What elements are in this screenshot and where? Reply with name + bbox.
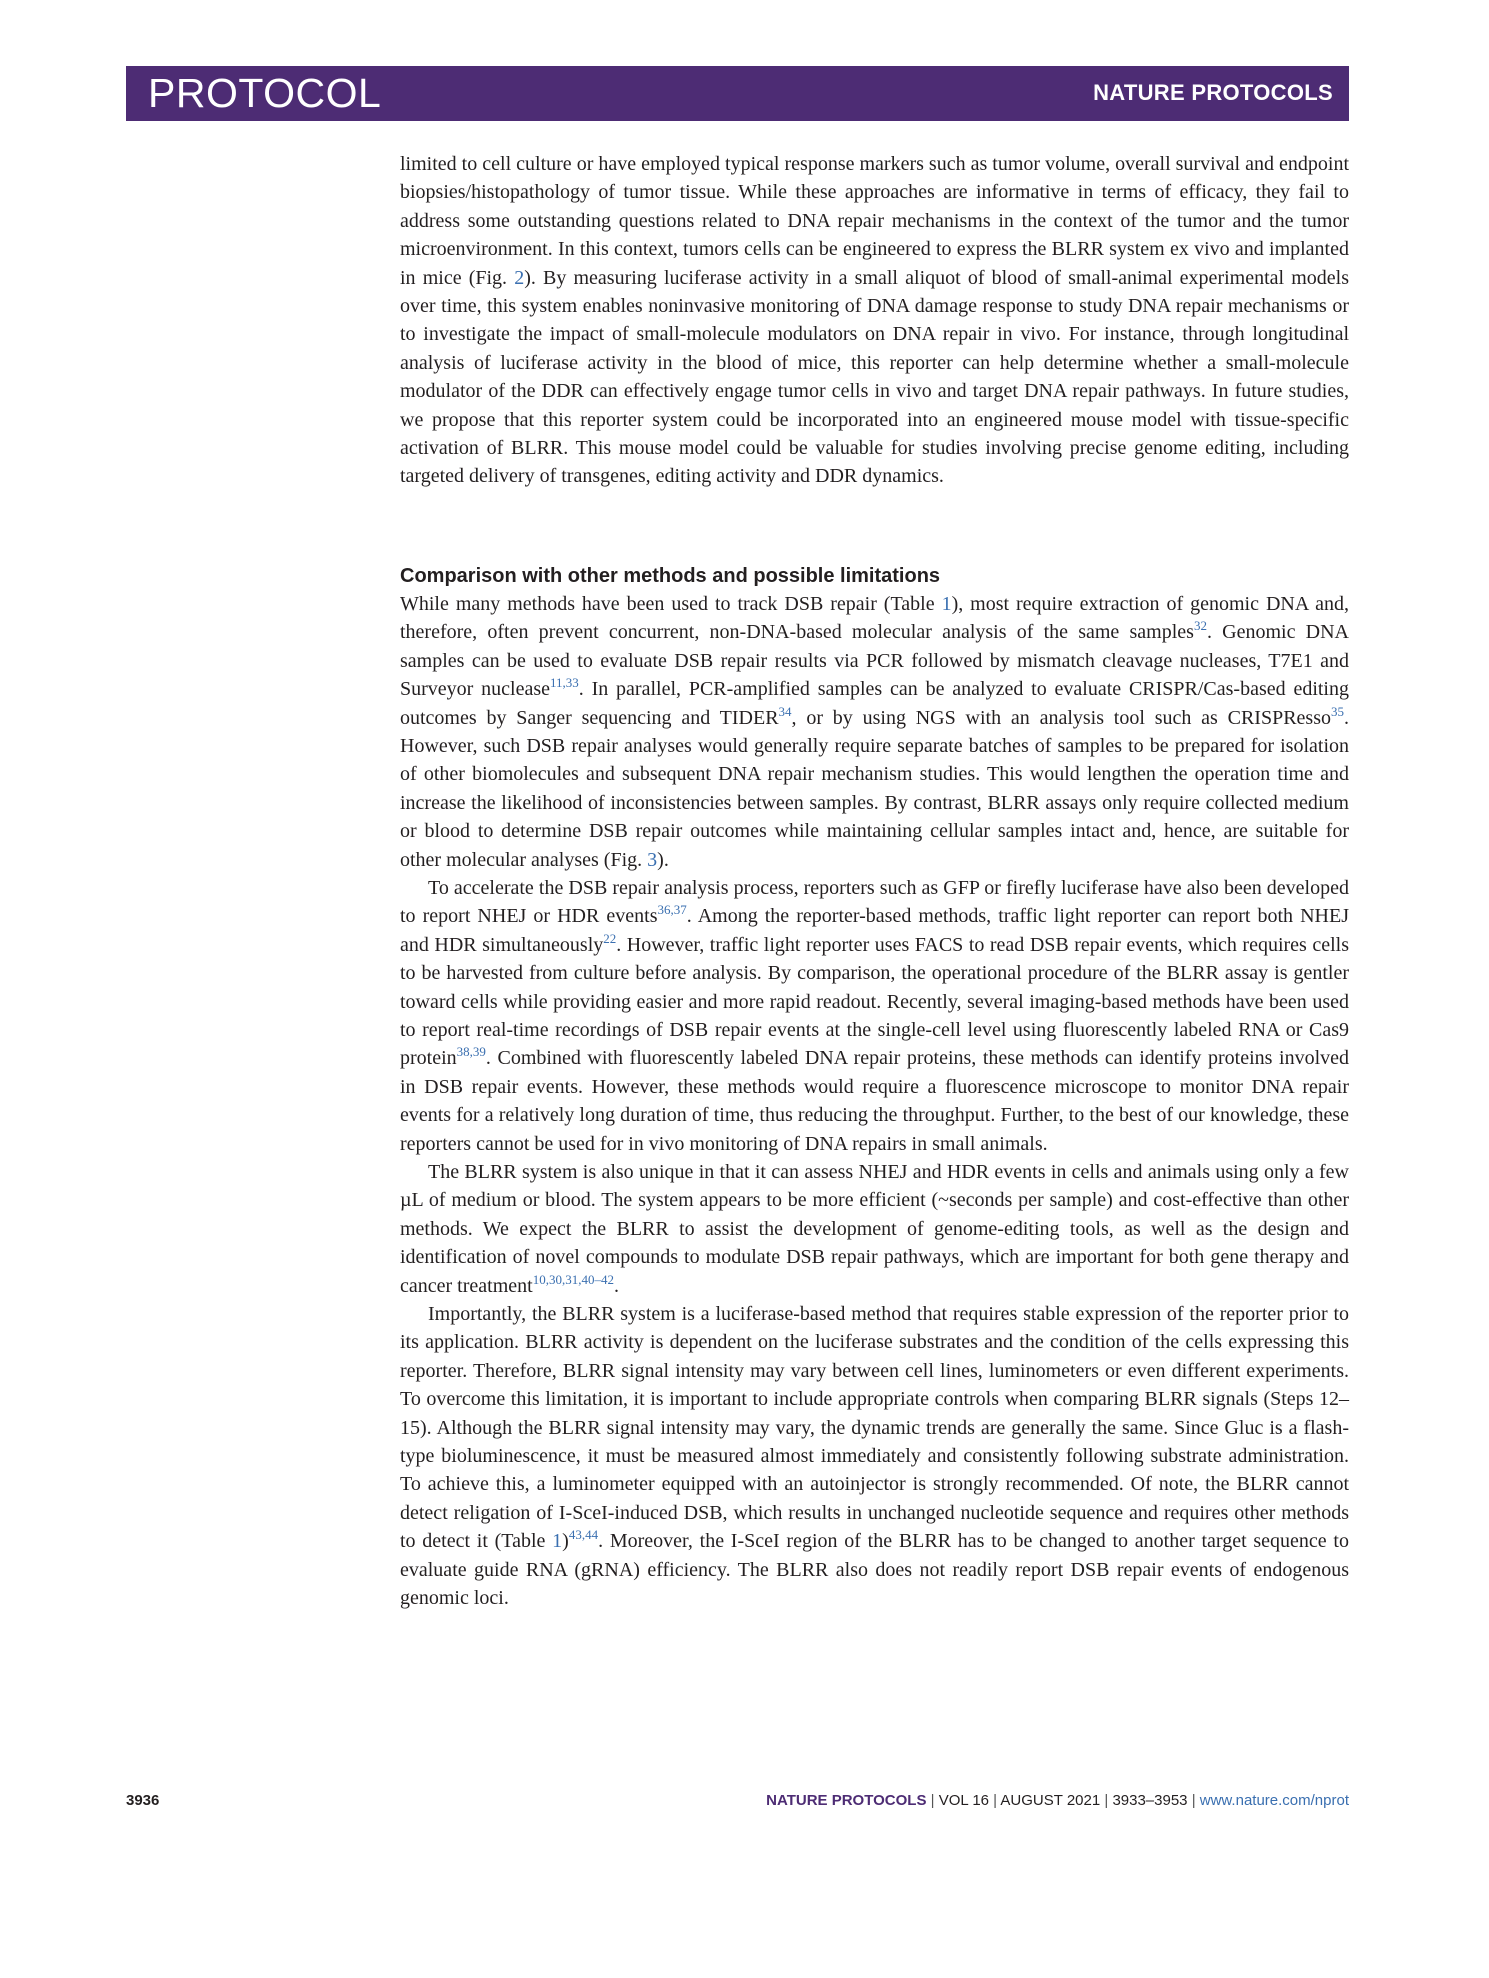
paragraph-reporters — [400, 874, 1349, 1158]
citation-link[interactable]: 38,39 — [456, 1044, 486, 1060]
journal-date: AUGUST 2021 — [1000, 1792, 1101, 1809]
header-bar — [126, 66, 1349, 121]
text-run: . — [613, 1274, 619, 1297]
paragraph-intro — [400, 150, 1349, 491]
paragraph-unique — [400, 1158, 1349, 1300]
journal-name: NATURE PROTOCOLS — [766, 1792, 927, 1809]
text-run: . Moreover, the I-SceI region of the BLRR has to be changed to another target sequence to evaluate guide RNA (gRNA) efficiency. The BLRR also does not readily report DSB repair events of endogenous genomic loci. — [400, 1530, 1349, 1610]
figure-link[interactable]: 3 — [647, 848, 658, 871]
page-number: 3936 — [126, 1792, 160, 1809]
text-run: ) — [562, 1530, 569, 1553]
text-run: ), most require extraction of genomic DNA and, therefore, often prevent concurrent, non-DNA-based molecular analysis of the same samples — [400, 592, 1349, 644]
separator: | — [1187, 1792, 1200, 1809]
citation-link[interactable]: 35 — [1331, 703, 1344, 719]
separator: | — [1100, 1792, 1113, 1809]
section-label: PROTOCOL — [148, 70, 382, 116]
text-run: limited to cell culture or have employed typical response markers such as tumor volume, overall survival and endpoint biopsies/histopathology of tumor tissue. While these approaches are informative in terms of efficacy, they fail to address some outstanding questions related to DNA repair mechanisms in the context of the tumor and the tumor microenvironment. In this context, tumors cells can be engineered to express the BLRR system ex vivo and implanted in mice (Fig. — [400, 153, 1349, 289]
article-body — [400, 150, 1349, 1613]
text-run: The BLRR system is also unique in that it can assess NHEJ and HDR events in cells and animals using only a few µL of medium or blood. The system appears to be more efficient (~seconds per sample) and cost-effective than other methods. We expect the BLRR to assist the development of genome-editing tools, as well as the design and identification of novel compounds to modulate DSB repair pathways, which are important for both gene therapy and cancer treatment — [400, 1161, 1349, 1297]
text-run: . However, traffic light reporter uses FACS to read DSB repair events, which requires cells to be harvested from culture before analysis. By comparison, the operational procedure of the BLRR assay is gentler toward cells while providing easier and more rapid readout. Recently, several imaging-based methods have been used to report real-time recordings of DSB repair events at the single-cell level using fluorescently labeled RNA or Cas9 protein — [400, 933, 1349, 1070]
text-run: To accelerate the DSB repair analysis process, reporters such as GFP or firefly luciferase have also been developed to report NHEJ or HDR events — [400, 876, 1349, 928]
citation-link[interactable]: 34 — [778, 703, 792, 719]
section-heading: Comparison with other methods and possible limitations — [400, 564, 941, 587]
citation-link[interactable]: 10,30,31,40–42 — [532, 1271, 614, 1287]
text-run: ). — [657, 848, 669, 871]
table-link[interactable]: 1 — [552, 1530, 563, 1553]
text-run: . In parallel, PCR-amplified samples can be analyzed to evaluate CRISPR/Cas-based editing outcomes by Sanger sequencing and TIDER — [400, 678, 1349, 729]
journal-citation — [766, 1792, 1349, 1809]
citation-link[interactable]: 43,44 — [568, 1527, 599, 1543]
separator: | — [926, 1792, 939, 1809]
text-run: ). By measuring luciferase activity in a small aliquot of blood of small-animal experimental models over time, this system enables noninvasive monitoring of DNA damage response to study DNA repair mechanisms or to investigate the impact of small-molecule modulators on DNA repair in vivo. For instance, through longitudinal analysis of luciferase activity in the blood of mice, this reporter can help determine whether a small-molecule modulator of the DDR can effectively engage tumor cells in vivo and target DNA repair pathways. In future studies, we propose that this reporter system could be incorporated into an engineered mouse model with tissue-specific activation of BLRR. This mouse model could be valuable for studies involving precise genome editing, including targeted delivery of transgenes, editing activity and DDR dynamics. — [400, 266, 1349, 488]
journal-pages: 3933–3953 — [1112, 1792, 1188, 1809]
text-run: . Genomic DNA samples can be used to evaluate DSB repair results via PCR followed by mismatch cleavage nucleases, T7E1 and Surveyor nuclease — [400, 621, 1349, 701]
text-run: . Combined with fluorescently labeled DNA repair proteins, these methods can identify proteins involved in DSB repair events. However, these methods would require a fluorescence microscope to monitor DNA repair events for a relatively long duration of time, thus reducing the throughput. Further, to the best of our knowledge, these reporters cannot be used for in vivo monitoring of DNA repairs in small animals. — [400, 1047, 1349, 1155]
citation-link[interactable]: 11,33 — [549, 675, 579, 691]
citation-link[interactable]: 32 — [1193, 618, 1207, 634]
figure-link[interactable]: 2 — [514, 266, 525, 289]
page-footer — [126, 1792, 1349, 1816]
citation-link[interactable]: 22 — [603, 930, 617, 946]
text-run: While many methods have been used to track DSB repair (Table — [400, 592, 942, 615]
journal-volume: VOL 16 — [938, 1792, 990, 1809]
text-run: Importantly, the BLRR system is a luciferase-based method that requires stable expression of the reporter prior to its application. BLRR activity is dependent on the luciferase substrates and the condition of the cells expressing this reporter. Therefore, BLRR signal intensity may vary between cell lines, luminometers or even different experiments. To overcome this limitation, it is important to include appropriate controls when comparing BLRR signals (Steps 12–15). Although the BLRR signal intensity may vary, the dynamic trends are generally the same. Since Gluc is a flash-type bioluminescence, it must be measured almost immediately and consistently following substrate administration. To achieve this, a luminometer equipped with an autoinjector is strongly recommended. Of note, the BLRR cannot detect religation of I-SceI-induced DSB, which results in unchanged nucleotide sequence and requires other methods to detect it (Table — [400, 1303, 1349, 1553]
paragraph-comparison — [400, 590, 1349, 874]
separator: | — [989, 1792, 1001, 1809]
text-run: . Among the reporter-based methods, traffic light reporter can report both NHEJ and HDR simultaneously — [400, 905, 1349, 956]
table-link[interactable]: 1 — [941, 592, 952, 615]
journal-url-link[interactable]: www.nature.com/nprot — [1199, 1792, 1349, 1809]
paragraph-limitations — [400, 1300, 1349, 1612]
text-run: . However, such DSB repair analyses would generally require separate batches of samples to be prepared for isolation of other biomolecules and subsequent DNA repair mechanism studies. This would lengthen the operation time and increase the likelihood of inconsistencies between samples. By contrast, BLRR assays only require collected medium or blood to determine DSB repair outcomes while maintaining cellular samples intact and, hence, are suitable for other molecular analyses (Fig. — [400, 706, 1349, 871]
citation-link[interactable]: 36,37 — [657, 902, 687, 918]
journal-label: NATURE PROTOCOLS — [1093, 80, 1333, 105]
text-run: , or by using NGS with an analysis tool such as CRISPResso — [791, 706, 1331, 729]
